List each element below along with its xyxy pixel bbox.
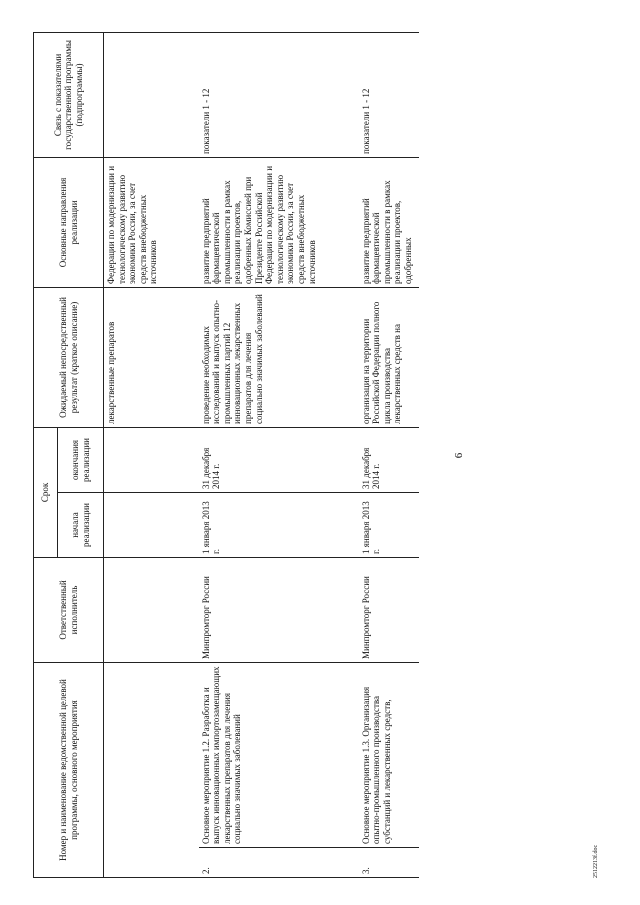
cell-directions: развитие предприятий фармацевтической промышленности в рамках реализации проектов, одобренных Комиссией при Президенте Российской Федерации по модернизации и технологическому развитию экономики России, за счет средств внебюджетных источников xyxy=(199,157,359,287)
cell-num: 3. xyxy=(359,848,419,878)
rotated-page xyxy=(33,33,608,878)
cell-result: проведение необходимых исследований и выпуск опытно-промышленных партий 12 инновационных лекарственных препаратов для лечения социально значимых заболеваний xyxy=(199,287,359,427)
cell-end: 31 декабря 2014 г. xyxy=(359,427,419,492)
cell-executor: Минпромторг России xyxy=(199,557,359,662)
table-frame xyxy=(33,33,443,878)
cell-end: 31 декабря 2014 г. xyxy=(199,427,359,492)
cell-link: показатели 1 - 12 xyxy=(199,32,359,157)
header-executor: Ответственный исполнитель xyxy=(34,557,104,662)
table-row xyxy=(359,32,419,877)
cell-start: 1 января 2013 г. xyxy=(359,492,419,557)
cell-start: 1 января 2013 г. xyxy=(199,492,359,557)
cell-name: Основное мероприятие 1.3. Организация опытно-промышленного производства субстанций и лекарственных средств, xyxy=(359,662,419,847)
page-number: 6 xyxy=(453,452,465,459)
cell-result: организация на территории Российской Федерации полного цикла производства лекарственных средств на xyxy=(359,287,419,427)
table-row xyxy=(199,32,359,877)
cell-directions: развитие предприятий фармацевтической промышленности в рамках реализации проектов, одобренных xyxy=(359,157,419,287)
header-term: Срок xyxy=(34,427,58,557)
cell-executor: Минпромторг России xyxy=(359,557,419,662)
header-directions: Основные направления реализации xyxy=(34,157,104,287)
table-row-continuation xyxy=(104,32,199,877)
header-num-name: Номер и наименование ведомственной целевой программы, основного мероприятия xyxy=(34,662,104,877)
header-result: Ожидаемый непосредственный результат (краткое описание) xyxy=(34,287,104,427)
header-link: Связь с показателями государственной программы (подпрограммы) xyxy=(34,32,104,157)
cell-link: показатели 1 - 12 xyxy=(359,32,419,157)
cell-directions: Федерации по модернизации и технологическому развитию экономики России, за счет средств внебюджетных источников xyxy=(104,157,199,287)
header-term-start: начала реализации xyxy=(58,492,104,557)
program-table xyxy=(33,32,419,878)
cell-result: лекарственные препаратов xyxy=(104,287,199,427)
cell-num: 2. xyxy=(199,848,359,878)
footer-doc-code: 2512213f.doc xyxy=(593,844,599,878)
cell-name: Основное мероприятие 1.2. Разработка и выпуск инновационных импортозамещающих лекарственных препаратов для лечения социально значимых заболеваний xyxy=(199,662,359,847)
header-term-end: окончания реализации xyxy=(58,427,104,492)
